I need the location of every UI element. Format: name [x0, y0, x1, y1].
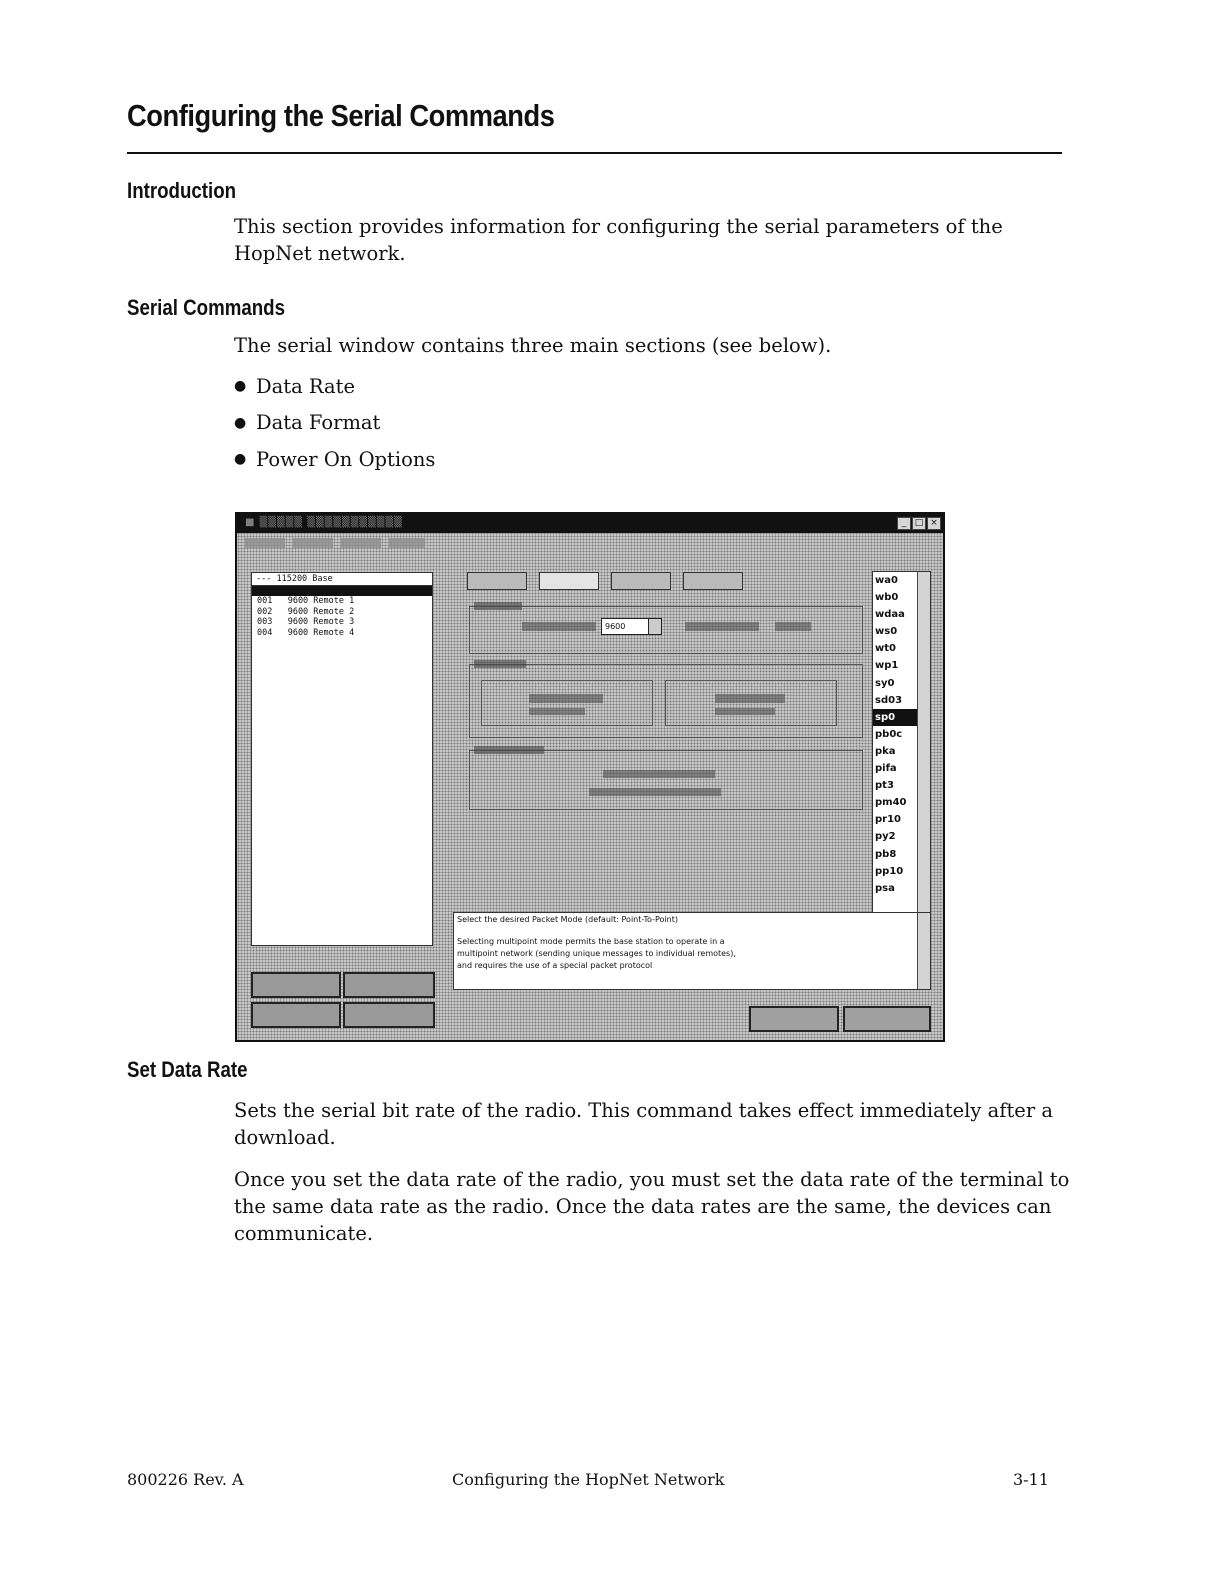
list-item[interactable]: wdaa — [875, 609, 905, 621]
close-icon[interactable]: × — [927, 517, 941, 530]
data-format-options-group — [665, 680, 837, 726]
command-list-scrollbar[interactable] — [917, 572, 930, 912]
tab-other[interactable] — [683, 572, 743, 590]
bullet-text: Power On Options — [256, 447, 436, 471]
command-description — [453, 912, 931, 990]
data-rate-value: 9600 — [605, 622, 626, 631]
list-item[interactable]: wb0 — [875, 592, 899, 604]
description-line: Select the desired Packet Mode (default: Point-To-Point) — [457, 915, 678, 924]
group-label — [474, 602, 522, 610]
serial-sections-list — [234, 368, 435, 478]
maximize-icon[interactable]: □ — [912, 517, 926, 530]
option-label — [529, 694, 603, 703]
set-data-rate-paragraph-2 — [234, 1166, 1069, 1247]
table-row[interactable]: 003 9600 Remote 3 — [257, 617, 355, 627]
bullet-text: Data Format — [256, 411, 381, 435]
list-item[interactable]: pr10 — [875, 814, 902, 826]
list-item[interactable]: pb8 — [875, 848, 897, 860]
list-item — [234, 441, 435, 478]
intro-line-2: HopNet network. — [234, 242, 406, 265]
list-item[interactable]: ws0 — [875, 626, 898, 638]
option-label — [529, 708, 585, 715]
footer-doc-number: 800226 Rev. A — [127, 1470, 244, 1489]
menu-bar — [237, 533, 943, 557]
list-item — [234, 368, 435, 405]
config-tab-bar — [449, 572, 869, 590]
selection-band — [252, 586, 432, 596]
command-list[interactable] — [872, 571, 931, 913]
intro-paragraph — [234, 213, 1003, 267]
list-item[interactable]: py2 — [875, 831, 896, 843]
radio-base-row[interactable]: --- 115200 Base — [252, 573, 432, 586]
tab-network[interactable] — [467, 572, 527, 590]
config-program-screenshot — [235, 512, 945, 1042]
list-item[interactable]: sy0 — [875, 677, 895, 689]
bullet-icon: ● — [234, 378, 247, 395]
window-title-blur: ■ ▒▒▒▒▒ ▒▒▒▒▒▒▒▒▒▒▒ — [245, 517, 403, 528]
list-item — [234, 405, 435, 442]
serial-commands-paragraph: The serial window contains three main sections (see below). — [234, 334, 832, 357]
description-line: multipoint network (sending unique messages to individual remotes), — [457, 949, 736, 958]
list-item[interactable]: pka — [875, 745, 896, 757]
factory-defaults-button[interactable] — [843, 1006, 931, 1032]
reset-rate-value — [775, 622, 811, 631]
list-item[interactable]: pb0c — [875, 728, 903, 740]
text-line: Once you set the data rate of the radio, you must set the data rate of the terminal to — [234, 1168, 1070, 1191]
title-rule — [127, 152, 1062, 154]
table-row[interactable]: 001 9600 Remote 1 — [257, 596, 355, 606]
minimize-icon[interactable]: _ — [897, 517, 911, 530]
menu-item[interactable] — [293, 538, 333, 548]
list-item[interactable]: pt3 — [875, 780, 894, 792]
heading-serial-commands: Serial Commands — [127, 295, 285, 320]
tab-radio[interactable] — [611, 572, 671, 590]
menu-item[interactable] — [341, 538, 381, 548]
group-label — [474, 746, 544, 754]
table-row[interactable]: 002 9600 Remote 2 — [257, 606, 355, 617]
chevron-down-icon — [648, 619, 661, 634]
footer-page-number: 3-11 — [1013, 1470, 1049, 1489]
bullet-icon: ● — [234, 414, 247, 431]
table-row[interactable]: 004 9600 Remote 4 — [257, 627, 355, 638]
left-action-button[interactable] — [343, 1002, 435, 1028]
list-item[interactable]: pp10 — [875, 865, 904, 877]
list-item[interactable]: wa0 — [875, 575, 898, 586]
list-item[interactable]: psa — [875, 882, 895, 894]
page-title: Configuring the Serial Commands — [127, 98, 555, 133]
description-line: and requires the use of a special packet protocol — [457, 961, 653, 970]
group-label — [474, 660, 526, 668]
option-label — [715, 694, 785, 703]
power-on-options-group — [469, 750, 863, 810]
set-data-rate-paragraph-1 — [234, 1097, 1053, 1151]
text-line: Sets the serial bit rate of the radio. This command takes effect immediately after a — [234, 1099, 1053, 1122]
data-rate-label — [522, 622, 596, 631]
footer-chapter-title: Configuring the HopNet Network — [452, 1470, 725, 1489]
description-scrollbar[interactable] — [917, 913, 930, 989]
radio-list[interactable] — [251, 572, 433, 946]
bullet-icon: ● — [234, 451, 247, 468]
intro-line-1: This section provides information for configuring the serial parameters of the — [234, 215, 1003, 238]
tab-serial[interactable] — [539, 572, 599, 590]
window-titlebar — [237, 514, 943, 533]
packet-mode-group — [481, 680, 653, 726]
reset-rate-label — [685, 622, 759, 631]
list-item[interactable]: wp1 — [875, 660, 899, 672]
option-label — [603, 770, 715, 778]
left-action-button[interactable] — [251, 1002, 341, 1028]
option-label — [589, 788, 721, 796]
menu-item[interactable] — [245, 538, 285, 548]
description-line: Selecting multipoint mode permits the base station to operate in a — [457, 937, 725, 946]
heading-set-data-rate: Set Data Rate — [127, 1057, 248, 1082]
data-rate-select[interactable] — [601, 618, 662, 635]
left-action-button[interactable] — [251, 972, 341, 998]
list-item[interactable]: wt0 — [875, 643, 896, 655]
option-label — [715, 708, 775, 715]
text-line: communicate. — [234, 1222, 374, 1245]
left-action-button[interactable] — [343, 972, 435, 998]
heading-introduction: Introduction — [127, 178, 237, 203]
list-item[interactable]: pm40 — [875, 797, 907, 809]
bullet-text: Data Rate — [256, 374, 356, 398]
text-line: download. — [234, 1126, 336, 1149]
menu-item[interactable] — [389, 538, 425, 548]
list-item-selected[interactable]: sp0 — [873, 709, 930, 726]
download-button[interactable] — [749, 1006, 839, 1032]
text-line: the same data rate as the radio. Once the data rates are the same, the devices can — [234, 1195, 1052, 1218]
list-item[interactable]: sd03 — [875, 694, 903, 706]
list-item[interactable]: pifa — [875, 763, 897, 775]
